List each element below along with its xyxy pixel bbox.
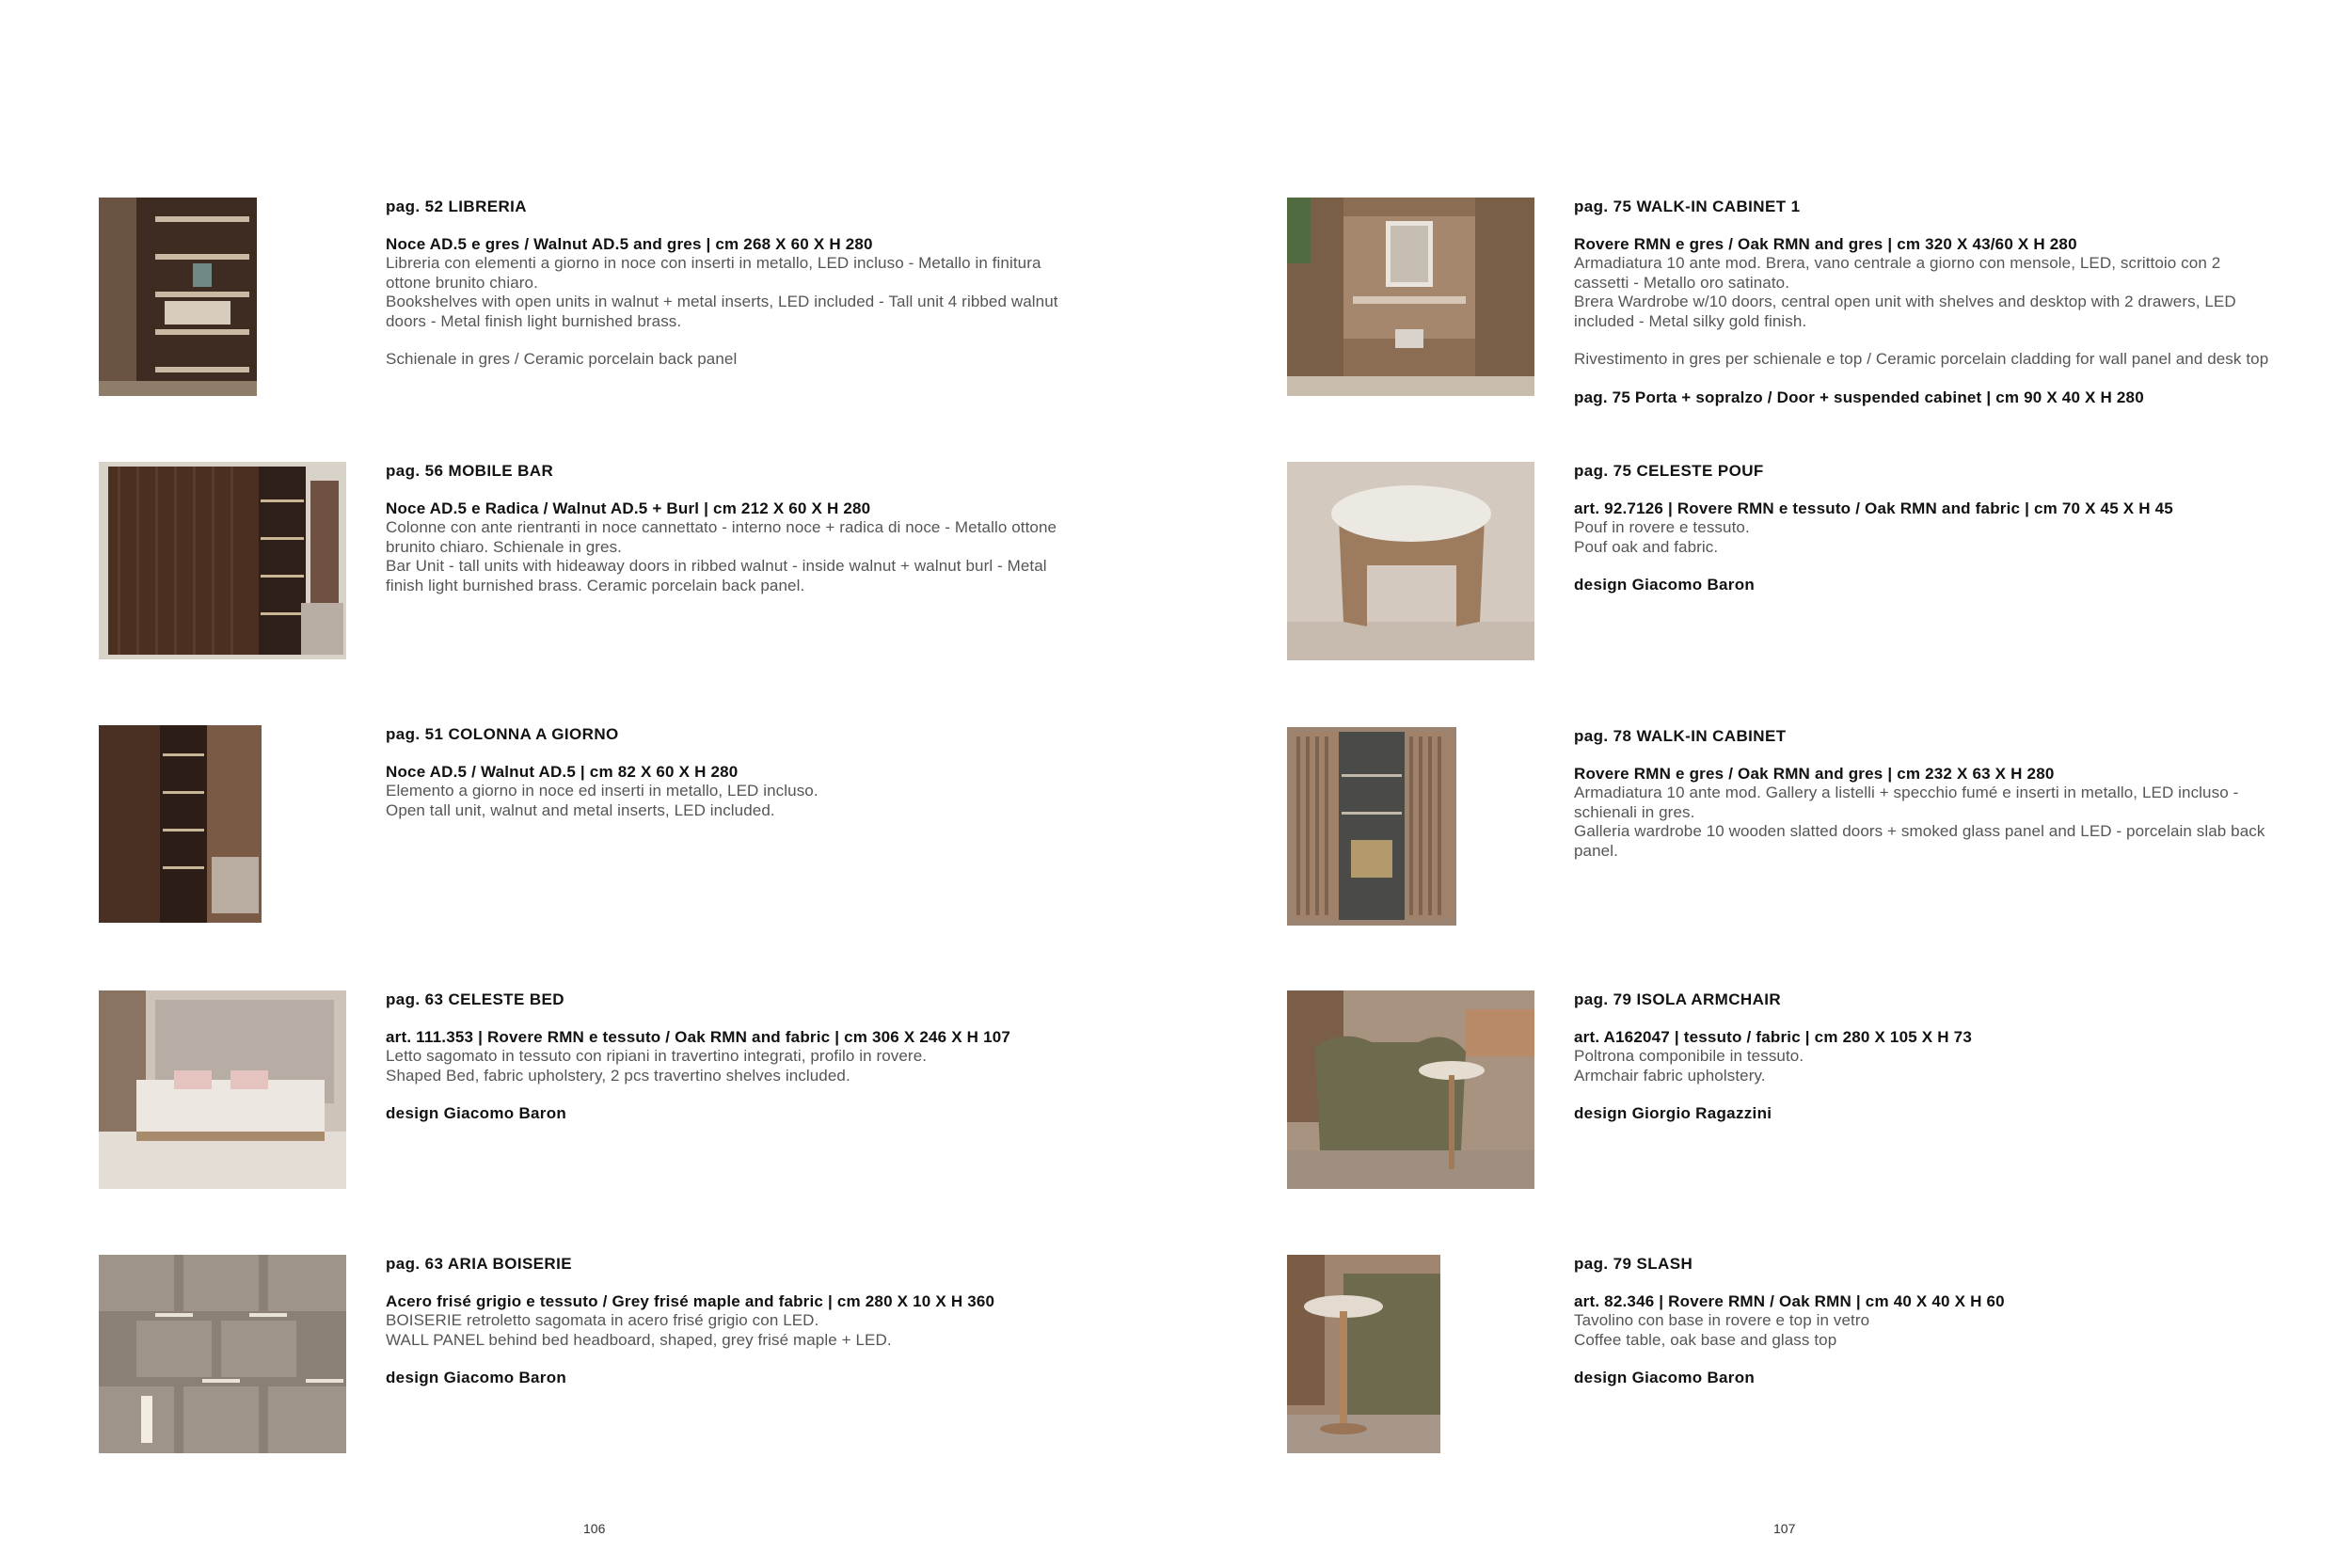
product-title: pag. 56 MOBILE BAR (386, 462, 554, 480)
open-unit-image (99, 725, 262, 923)
product-entry (1574, 1255, 2275, 1388)
product-photo-walk-in-cabinet (1287, 727, 1456, 926)
product-title: pag. 75 WALK-IN CABINET 1 (1574, 198, 1801, 215)
product-extra-spec: pag. 75 Porta + sopralzo / Door + suspended cabinet | cm 90 X 40 X H 280 (1574, 388, 2144, 406)
page-number-right: 107 (1773, 1521, 1796, 1536)
product-spec: Noce AD.5 e Radica / Walnut AD.5 + Burl | cm 212 X 60 X H 280 (386, 499, 871, 517)
product-title: pag. 75 CELESTE POUF (1574, 462, 1764, 480)
product-photo-celeste-bed (99, 990, 346, 1189)
product-title: pag. 63 CELESTE BED (386, 990, 564, 1008)
product-designer: design Giacomo Baron (1574, 1369, 1756, 1386)
coffee-table-image (1287, 1255, 1440, 1453)
product-entry (386, 725, 1087, 820)
product-entry (386, 1255, 1087, 1388)
product-spec: Noce AD.5 / Walnut AD.5 | cm 82 X 60 X H 280 (386, 762, 739, 781)
product-description: Colonne con ante rientranti in noce cannettato - interno noce + radica di noce - Metallo ottone brunito chiaro. Schienale in gres. Bar Unit - tall units with hideaway doors in ribbed walnut - inside walnut + walnut burl - Metal finish light burnished brass. Ceramic porcelain back panel. (386, 518, 1057, 594)
bookshelf-image (99, 198, 257, 396)
product-description: Armadiatura 10 ante mod. Gallery a listelli + specchio fumé e inserti in metallo, LED incluso - schienali in gres. Galleria wardrobe 10 wooden slatted doors + smoked glass panel and LED - porcelain slab back panel. (1574, 784, 2265, 860)
product-designer: design Giacomo Baron (386, 1104, 567, 1122)
bar-unit-image (99, 462, 346, 659)
product-description: Letto sagomato in tessuto con ripiani in travertino integrati, profilo in rovere. Shaped Bed, fabric upholstery, 2 pcs travertino shelves included. (386, 1047, 928, 1085)
product-spec: art. 82.346 | Rovere RMN / Oak RMN | cm 40 X 40 X H 60 (1574, 1291, 2005, 1310)
product-spec: Rovere RMN e gres / Oak RMN and gres | cm 232 X 63 X H 280 (1574, 764, 2055, 783)
product-spec: art. A162047 | tessuto / fabric | cm 280 X 105 X H 73 (1574, 1027, 1972, 1046)
product-title: pag. 79 ISOLA ARMCHAIR (1574, 990, 1782, 1008)
product-description: Armadiatura 10 ante mod. Brera, vano centrale a giorno con mensole, LED, scrittoio con 2 cassetti - Metallo oro satinato. Brera Wardrobe w/10 doors, central open unit with shelves and desktop with 2 drawers, LED included - Metal silky gold finish. (1574, 254, 2236, 330)
product-note: Schienale in gres / Ceramic porcelain back panel (386, 350, 738, 368)
product-entry (386, 462, 1087, 595)
product-description: Elemento a giorno in noce ed inserti in metallo, LED incluso. Open tall unit, walnut and metal inserts, LED included. (386, 782, 818, 819)
product-photo-walk-in-cabinet-1 (1287, 198, 1534, 396)
product-spec: art. 111.353 | Rovere RMN e tessuto / Oak RMN and fabric | cm 306 X 246 X H 107 (386, 1027, 1011, 1046)
bed-image (99, 990, 346, 1189)
wall-panel-image (99, 1255, 346, 1453)
product-spec: art. 92.7126 | Rovere RMN e tessuto / Oak RMN and fabric | cm 70 X 45 X H 45 (1574, 499, 2173, 517)
product-entry (1574, 198, 2275, 407)
product-description: BOISERIE retroletto sagomata in acero frisé grigio con LED. WALL PANEL behind bed headboard, shaped, grey frisé maple + LED. (386, 1311, 892, 1349)
product-designer: design Giacomo Baron (1574, 576, 1756, 594)
product-entry (386, 990, 1087, 1124)
product-spec: Acero frisé grigio e tessuto / Grey frisé maple and fabric | cm 280 X 10 X H 360 (386, 1291, 995, 1310)
page-number-left: 106 (583, 1521, 606, 1536)
product-description: Poltrona componibile in tessuto. Armchair fabric upholstery. (1574, 1047, 1804, 1085)
product-designer: design Giorgio Ragazzini (1574, 1104, 1772, 1122)
product-description: Tavolino con base in rovere e top in vetro Coffee table, oak base and glass top (1574, 1311, 1870, 1349)
product-entry (1574, 462, 2275, 595)
product-description: Libreria con elementi a giorno in noce con inserti in metallo, LED incluso - Metallo in finitura ottone brunito chiaro. Bookshelves with open units in walnut + metal inserts, LED included - Tall unit 4 ribbed walnut doors - Metal finish light burnished brass. (386, 254, 1058, 330)
product-photo-mobile-bar (99, 462, 346, 659)
product-spec: Noce AD.5 e gres / Walnut AD.5 and gres | cm 268 X 60 X H 280 (386, 234, 873, 253)
product-photo-colonna-a-giorno (99, 725, 262, 923)
product-entry (1574, 727, 2275, 861)
product-title: pag. 52 LIBRERIA (386, 198, 527, 215)
walk-in-cabinet-image (1287, 198, 1534, 396)
product-title: pag. 78 WALK-IN CABINET (1574, 727, 1787, 745)
product-photo-aria-boiserie (99, 1255, 346, 1453)
product-photo-isola-armchair (1287, 990, 1534, 1189)
product-photo-libreria (99, 198, 257, 396)
pouf-image (1287, 462, 1534, 660)
product-title: pag. 79 SLASH (1574, 1255, 1693, 1273)
product-photo-celeste-pouf (1287, 462, 1534, 660)
product-designer: design Giacomo Baron (386, 1369, 567, 1386)
product-entry (1574, 990, 2275, 1124)
product-photo-slash (1287, 1255, 1440, 1453)
product-entry (386, 198, 1087, 370)
product-title: pag. 63 ARIA BOISERIE (386, 1255, 572, 1273)
product-spec: Rovere RMN e gres / Oak RMN and gres | cm 320 X 43/60 X H 280 (1574, 234, 2077, 253)
wardrobe-image (1287, 727, 1456, 926)
product-note: Rivestimento in gres per schienale e top / Ceramic porcelain cladding for wall panel and desk top (1574, 350, 2269, 368)
product-title: pag. 51 COLONNA A GIORNO (386, 725, 619, 743)
armchair-image (1287, 990, 1534, 1189)
product-description: Pouf in rovere e tessuto. Pouf oak and fabric. (1574, 518, 1750, 556)
